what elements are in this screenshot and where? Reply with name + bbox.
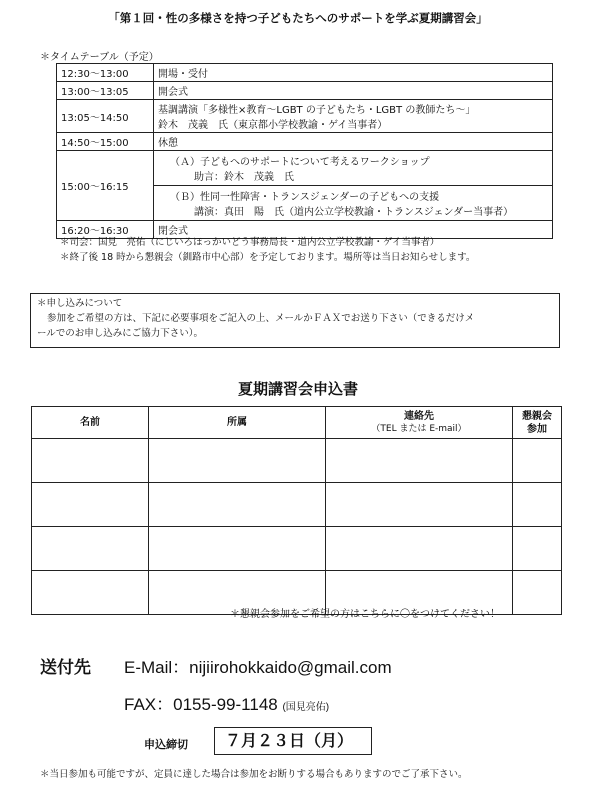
keynote-speaker: 鈴木 茂義 氏（東京都小学校教諭・ゲイ当事者） — [158, 120, 388, 131]
content-cell — [154, 151, 553, 221]
timetable-row — [57, 100, 553, 133]
send-fax — [124, 690, 329, 715]
header-contact-label: 連絡先 — [404, 410, 434, 422]
application-text-2: ールでのお申し込みにご協力下さい）。 — [37, 328, 204, 339]
timetable-row — [57, 151, 553, 221]
time-cell: 14:50〜15:00 — [57, 133, 154, 151]
name-field[interactable] — [32, 439, 149, 483]
form-note: ＊懇親会参加をご希望の方はこちらに〇をつけてください！ — [230, 609, 500, 620]
affiliation-field[interactable] — [149, 439, 326, 483]
workshop-b-title: （Ｂ）性同一性障害・トランスジェンダーの子どもへの支援 — [170, 192, 440, 203]
timetable-row — [57, 64, 553, 82]
header-party — [513, 407, 562, 439]
contact-field[interactable] — [326, 527, 513, 571]
application-box — [30, 293, 560, 348]
application-form-table — [31, 406, 562, 615]
timetable-label: ＊タイムテーブル（予定） — [40, 52, 159, 63]
party-field[interactable] — [513, 571, 562, 615]
workshop-b-detail: 講演：真田 陽 氏（道内公立学校教諭・トランスジェンダー当事者） — [194, 207, 514, 218]
mc-note: ＊司会：国見 亮佑（にじいろほっかいどう事務局長・道内公立学校教諭・ゲイ当事者） — [60, 237, 440, 248]
party-field[interactable] — [513, 527, 562, 571]
keynote-title: 基調講演「多様性×教育〜LGBT の子どもたち・LGBT の教師たち〜」 — [158, 105, 476, 116]
party-note: ＊終了後 18 時から懇親会（釧路市中心部）を予定しております。場所等は当日お知らせします。 — [60, 252, 476, 263]
time-cell: 12:30〜13:00 — [57, 64, 154, 82]
workshop-a-detail: 助言：鈴木 茂義 氏 — [194, 172, 294, 183]
contact-field[interactable] — [326, 483, 513, 527]
header-party-label-2: 参加 — [527, 423, 547, 435]
party-field[interactable] — [513, 483, 562, 527]
send-email[interactable]: E-Mail：nijiirohokkaido@gmail.com — [124, 658, 392, 677]
content-cell: 開場・受付 — [154, 64, 553, 82]
content-cell: 開会式 — [154, 82, 553, 100]
time-cell: 13:05〜14:50 — [57, 100, 154, 133]
form-row — [32, 527, 562, 571]
header-contact — [326, 407, 513, 439]
contact-field[interactable] — [326, 439, 513, 483]
timetable-row — [57, 133, 553, 151]
affiliation-field[interactable] — [149, 527, 326, 571]
time-cell: 13:00〜13:05 — [57, 82, 154, 100]
send-label: 送付先 — [40, 658, 91, 678]
header-party-label-1: 懇親会 — [522, 410, 552, 422]
footer-note: ＊当日参加も可能ですが、定員に達した場合は参加をお断りする場合もありますのでご了承下さい。 — [40, 769, 468, 780]
content-cell: 閉会式 — [154, 221, 553, 239]
deadline-label: 申込締切 — [144, 738, 188, 751]
header-affiliation: 所属 — [149, 407, 326, 439]
content-cell — [154, 100, 553, 133]
form-row — [32, 439, 562, 483]
timetable-row — [57, 82, 553, 100]
fax-number: FAX：0155-99-1148 — [124, 695, 278, 714]
header-contact-sub: （TEL または E-mail） — [371, 423, 467, 434]
fax-note: (国見亮佑) — [282, 702, 330, 713]
affiliation-field[interactable] — [149, 483, 326, 527]
name-field[interactable] — [32, 483, 149, 527]
form-header-row — [32, 407, 562, 439]
page-title: 「第１回・性の多様さを持つ子どもたちへのサポートを学ぶ夏期講習会」 — [108, 11, 488, 25]
header-name: 名前 — [32, 407, 149, 439]
content-cell: 休憩 — [154, 133, 553, 151]
workshop-a-title: （Ａ）子どもへのサポートについて考えるワークショップ — [170, 157, 430, 168]
application-heading: ＊申し込みについて — [37, 298, 123, 309]
time-cell: 15:00〜16:15 — [57, 151, 154, 221]
application-text-1: 参加をご希望の方は、下記に必要事項をご記入の上、メールかＦＡＸでお送り下さい（できるだけメ — [47, 313, 475, 324]
timetable — [56, 63, 553, 239]
form-title: 夏期講習会申込書 — [237, 380, 358, 398]
form-row — [32, 483, 562, 527]
name-field[interactable] — [32, 571, 149, 615]
party-field[interactable] — [513, 439, 562, 483]
deadline-box: ７月２３日（月） — [214, 727, 372, 755]
name-field[interactable] — [32, 527, 149, 571]
time-cell: 16:20〜16:30 — [57, 221, 154, 239]
